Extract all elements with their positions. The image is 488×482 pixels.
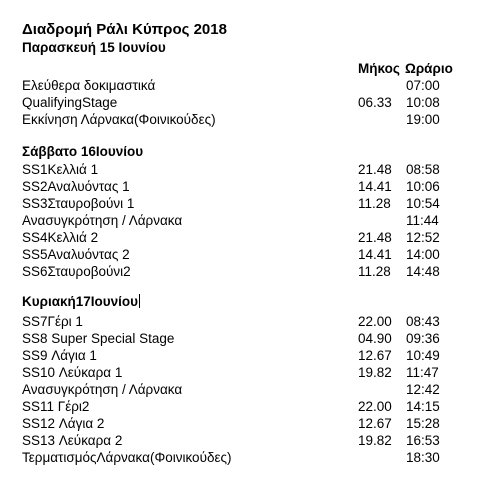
stage-time: 08:58	[406, 162, 440, 177]
stage-name: SS4Κελλιά 2	[22, 230, 99, 245]
stage-name: SS5Αναλυόντας 2	[22, 247, 130, 262]
stage-distance: 19.82	[358, 433, 392, 448]
schedule-row	[0, 313, 488, 330]
stage-time: 14:15	[406, 399, 440, 414]
stage-distance: 21.48	[358, 230, 392, 245]
schedule-row	[0, 77, 488, 94]
stage-time: 11:47	[406, 365, 439, 380]
stage-name: ΤερματισμόςΛάρνακα(Φοινικούδες)	[22, 450, 232, 465]
stage-name: Εκκίνηση Λάρνακα(Φοινικούδες)	[22, 112, 216, 127]
stage-name: SS12 Λάγια 2	[22, 416, 105, 431]
stage-time: 10:06	[406, 179, 440, 194]
stage-time: 08:43	[406, 314, 440, 329]
stage-name: Ανασυγκρότηση / Λάρνακα	[22, 213, 183, 228]
stage-time: 16:53	[406, 433, 440, 448]
stage-name: SS7Γέρι 1	[22, 314, 83, 329]
stage-distance: 11.28	[358, 264, 391, 279]
stage-distance: 04.90	[358, 331, 392, 346]
schedule-column-header: Ωράριο	[405, 61, 453, 76]
schedule-row	[0, 246, 488, 263]
schedule-row	[0, 432, 488, 449]
text-cursor	[139, 294, 140, 308]
schedule-row	[0, 111, 488, 128]
schedule-row	[0, 449, 488, 466]
schedule-row	[0, 94, 488, 111]
stage-distance: 21.48	[358, 162, 392, 177]
stage-name: SS6Σταυροβούνι2	[22, 264, 131, 279]
stage-distance: 14.41	[358, 247, 392, 262]
saturday-heading: Σάββατο 16Ιουνίου	[22, 144, 144, 159]
friday-heading: Παρασκευή 15 Ιουνίου	[22, 40, 166, 55]
schedule-row	[0, 161, 488, 178]
schedule-row	[0, 178, 488, 195]
stage-time: 19:00	[406, 112, 440, 127]
stage-time: 15:28	[406, 416, 440, 431]
stage-time: 12:42	[406, 382, 440, 397]
stage-distance: 12.67	[358, 348, 392, 363]
stage-name: SS3Σταυροβούνι 1	[22, 196, 135, 211]
stage-time: 11:44	[406, 213, 439, 228]
page-title: Διαδρομή Ράλι Κύπρος 2018	[22, 21, 227, 38]
stage-time: 12:52	[406, 230, 440, 245]
stage-name: SS9 Λάγια 1	[22, 348, 97, 363]
schedule-row	[0, 364, 488, 381]
schedule-row	[0, 263, 488, 280]
sunday-heading-text: Κυριακή17Ιουνίου	[22, 294, 139, 309]
stage-name: QualifyingStage	[22, 95, 118, 110]
stage-time: 18:30	[406, 450, 440, 465]
stage-time: 10:49	[406, 348, 440, 363]
stage-time: 14:48	[406, 264, 440, 279]
stage-name: SS1Κελλιά 1	[22, 162, 99, 177]
schedule-row	[0, 330, 488, 347]
stage-distance: 12.67	[358, 416, 392, 431]
sunday-heading[interactable]	[22, 294, 140, 309]
stage-name: Ανασυγκρότηση / Λάρνακα	[22, 382, 183, 397]
distance-column-header: Μήκος	[358, 61, 400, 76]
stage-name: SS10 Λεύκαρα 1	[22, 365, 123, 380]
stage-name: SS13 Λεύκαρα 2	[22, 433, 123, 448]
stage-distance: 22.00	[358, 399, 392, 414]
stage-time: 09:36	[406, 331, 440, 346]
stage-distance: 19.82	[358, 365, 392, 380]
stage-time: 14:00	[406, 247, 440, 262]
schedule-row	[0, 212, 488, 229]
stage-distance: 22.00	[358, 314, 392, 329]
stage-name: SS11 Γέρι2	[22, 399, 90, 414]
schedule-row	[0, 195, 488, 212]
stage-time: 10:08	[406, 95, 440, 110]
stage-name: SS2Αναλυόντας 1	[22, 179, 130, 194]
schedule-row	[0, 347, 488, 364]
stage-distance: 06.33	[358, 95, 392, 110]
stage-time: 10:54	[406, 196, 440, 211]
stage-distance: 11.28	[358, 196, 391, 211]
schedule-row	[0, 415, 488, 432]
stage-time: 07:00	[406, 78, 440, 93]
schedule-row	[0, 398, 488, 415]
schedule-row	[0, 381, 488, 398]
stage-name: Ελεύθερα δοκιμαστικά	[22, 78, 156, 93]
schedule-row	[0, 229, 488, 246]
stage-name: SS8 Super Special Stage	[22, 331, 175, 346]
stage-distance: 14.41	[358, 179, 392, 194]
